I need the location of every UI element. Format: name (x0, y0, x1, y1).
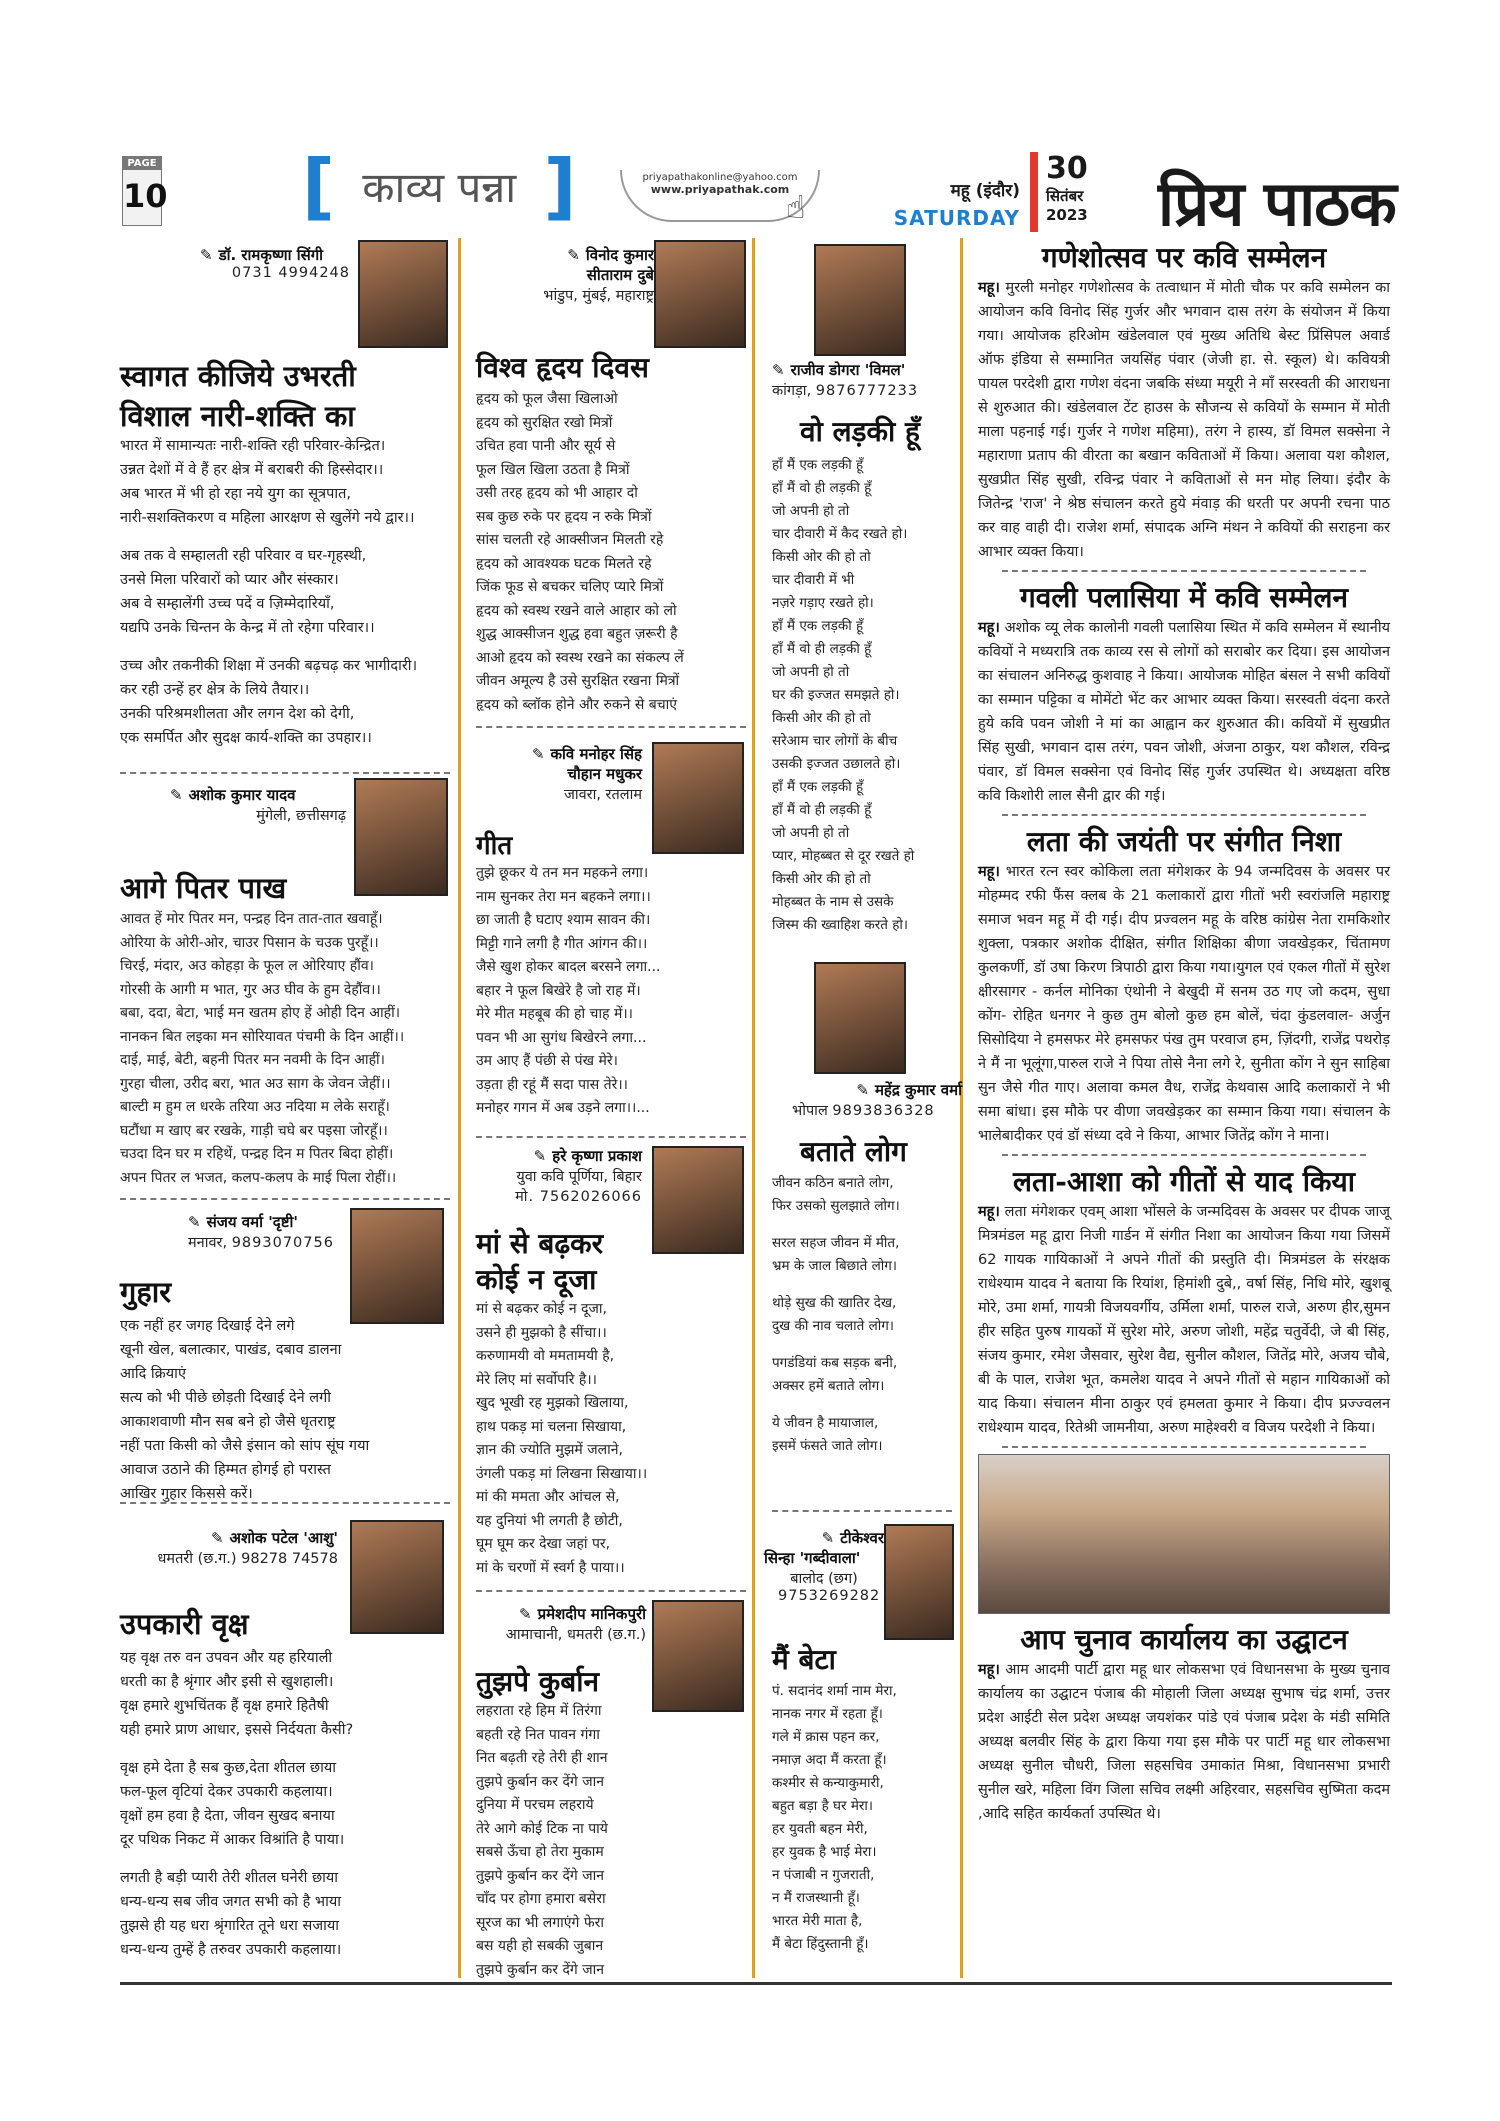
poem-line: तुझसे ही यह धरा श्रृंगारित तूने धरा सजाया (120, 1918, 339, 1934)
pen-icon: ✎ (856, 1081, 869, 1099)
author-credit: ✎ अशोक कुमार यादव मुंगेली, छत्तीसगढ़ (170, 786, 346, 824)
poem-line (772, 1338, 962, 1352)
poem-line: अब भारत में भी हो रहा नये युग का सूत्रपात, (120, 486, 352, 502)
date-year: 2023 (1046, 206, 1088, 224)
poem-line (120, 1742, 460, 1756)
poem-line: नित बढ़ती रहे तेरी ही शान (476, 1750, 608, 1766)
poem-line: अब वे सम्हालेंगी उच्च पदें व ज़िम्मेदारियाँ, (120, 596, 335, 612)
separator (120, 1198, 450, 1200)
poem-line: न पंजाबी न गुजराती, (772, 1867, 875, 1883)
poem-line: जिंक फूड से बचकर चलिए प्यारे मित्रों (476, 579, 664, 595)
poem-line: हर युवती बहन मेरी, (772, 1821, 868, 1837)
poem-line: नज़रे गड़ाए रखते हो। (772, 595, 874, 611)
poem-title: गुहार (120, 1275, 172, 1309)
poem-line: मां के चरणों में स्वर्ग है पाया।। (476, 1559, 625, 1576)
poem-line: खुद भूखी रह मुझको खिलाया, (476, 1395, 629, 1411)
poem-line: तेरे आगे कोई टिक ना पाये (476, 1820, 608, 1837)
author-photo (354, 778, 448, 896)
news-headline: लता-आशा को गीतों से याद किया (1013, 1165, 1355, 1198)
author-credit: ✎ राजीव डोगरा 'विमल' कांगड़ा, 9876777233 (772, 361, 919, 399)
poem-line: न मैं राजस्थानी हूँ। (772, 1890, 860, 1906)
poem-line: तुझपे कुर्बान कर देंगे जान (476, 1773, 605, 1790)
poem-line: उच्च और तकनीकी शिक्षा में उनकी बढ़चढ़ कर भागीदारी। (120, 658, 418, 674)
poem-line: उसी तरह हृदय को भी आहार दो (476, 485, 638, 501)
poem-line: धरती का है श्रृंगार और इसी से खुशहाली। (120, 1674, 334, 1690)
poem-line: बस यही हो सबकी जुबान (476, 1938, 604, 1954)
poem-line: सरल सहज जीवन में मीत, (772, 1235, 900, 1251)
poem-line: नाम सुनकर तेरा मन बहकने लगा।। (476, 888, 651, 905)
poem-line: उनकी परिश्रमशीलता और लगन देश को देगी, (120, 706, 355, 722)
news-column (978, 238, 1390, 1826)
poem-line: पवन भी आ सुगंध बिखेरने लगा... (476, 1029, 647, 1046)
poem-line: नहीं पता किसी को जैसे इंसान को सांप सूंघ गया (120, 1438, 370, 1454)
group-photo (978, 1454, 1390, 1614)
poem-line: यह वृक्ष तरु वन उपवन और यह हरियाली (120, 1650, 333, 1666)
poem-line: हाथ पकड़ मां चलना सिखाया, (476, 1418, 627, 1435)
separator (1002, 1446, 1366, 1448)
author-credit: ✎ महेंद्र कुमार वर्मा भोपाल 9893836328 (792, 1081, 962, 1119)
poem-line: दूर पथिक निकट में आकर विश्रांति है पाया। (120, 1832, 345, 1848)
poem-line: भारत में सामान्यतः नारी-शक्ति रही परिवार-केन्द्रित। (120, 438, 386, 454)
poem-line: फिर उसको सुलझाते लोग। (772, 1198, 900, 1214)
poem-line: सरेआम चार लोगों के बीच (772, 733, 898, 749)
poem-line: हृदय को फूल जैसा खिलाओ (476, 391, 618, 407)
poem-line: उन्नत देशों में वे हैं हर क्षेत्र में बराबरी की हिस्सेदार।। (120, 462, 384, 478)
poem-line: थोड़े सुख की खातिर देख, (772, 1295, 897, 1311)
place-name: महू (इंदौर) (950, 181, 1020, 201)
poem-line: घटौंधा म खाए बर रखके, गाड़ी चघे बर पइसा जोरहूँ।। (120, 1122, 388, 1139)
poem-body (772, 454, 962, 937)
author-photo (654, 240, 746, 348)
poem-body (476, 388, 756, 717)
poem-line: तुझे छूकर ये तन मन महकने लगा। (476, 865, 649, 881)
poem-line: किसी ओर की हो तो (772, 549, 871, 565)
poem-line: यही हमारे प्राण आधार, इससे निर्दयता कैसी? (120, 1722, 354, 1738)
poem-line: बाल्टी म हुम ल धरके तरिया अउ नदिया म लेके सराहूँ। (120, 1099, 390, 1115)
author-photo (814, 244, 906, 356)
date-day: 30 (1046, 151, 1088, 186)
poem-line (120, 1852, 460, 1866)
poem-line: चिरई, मंदार, अउ कोहड़ा के फूल ल ओरियाए हौंव। (120, 958, 374, 974)
poem-line: उसकी इज्जत उछालते हो। (772, 756, 901, 772)
poem-line: आकाशवाणी मौन सब बने हो जैसे धृतराष्ट्र (120, 1414, 336, 1430)
pen-icon: ✎ (518, 1605, 532, 1623)
pen-icon: ✎ (531, 745, 545, 763)
poem-line: नानकन बित लइका मन सोरियावत पंचमी के दिन आहीं।। (120, 1028, 405, 1045)
poem-body (772, 1172, 962, 1458)
poem-line: दुनिया में परचम लहराये (476, 1797, 594, 1813)
poem-line: मैं बेटा हिंदुस्तानी हूँ। (772, 1936, 869, 1952)
pen-icon: ✎ (200, 246, 213, 264)
poem-line: भ्रम के जाल बिछाते लोग। (772, 1258, 897, 1274)
poem-line: यह दुनियां भी लगती है छोटी, (476, 1512, 623, 1529)
poem-title: स्वागत कीजिये उभरती विशाल नारी-शक्ति का (120, 359, 356, 433)
poem-line: सूरज का भी लगाएंगे फेरा (476, 1914, 604, 1931)
pen-icon: ✎ (533, 1147, 547, 1165)
poem-line: हृदय को ब्लॉक होने और रुकने से बचाएं (476, 696, 677, 713)
poem-line: ओरिया के ओरी-ओर, चाउर पिसान के चउक पुरहूँ।। (120, 934, 379, 951)
poem-line: तुझपे कुर्बान कर देंगे जान (476, 1961, 605, 1978)
poem-line (772, 1278, 962, 1292)
author-credit: ✎ डॉ. रामकृष्णा सिंगी 0731 4994248 (200, 246, 350, 281)
poem-line: शुद्ध आक्सीजन शुद्ध हवा बहुत ज़रूरी है (476, 626, 678, 642)
pen-icon: ✎ (772, 361, 785, 379)
separator (476, 1136, 746, 1138)
poem-line: जो अपनी हो तो (772, 503, 850, 519)
poem-title: मैं बेटा (772, 1643, 836, 1676)
poem-title: बताते लोग (800, 1135, 907, 1168)
poem-line: घूम घूम कर देखा जहां पर, (476, 1536, 611, 1552)
pen-icon: ✎ (210, 1529, 224, 1547)
poem-line: दाई, माई, बेटी, बहनी पितर मन नवमी के दिन आहीं। (120, 1052, 385, 1068)
separator (120, 1502, 450, 1504)
pen-icon: ✎ (567, 246, 580, 264)
poem-line: वृक्ष हमे देता है सब कुछ,देता शीतल छाया (120, 1760, 337, 1776)
poem-line: हर युवक है भाई मेरा। (772, 1844, 877, 1860)
poem-line: सांस चलती रहे आक्सीजन मिलती रहे (476, 532, 664, 548)
poem-line (772, 1398, 962, 1412)
poem-line: नमाज़ अदा मैं करता हूँ। (772, 1752, 887, 1768)
poem-line: आदि क्रियाएं (120, 1366, 186, 1382)
news-headline: आप चुनाव कार्यालय का उद्घाटन (1020, 1623, 1348, 1656)
news-body: महू। लता मंगेशकर एवम् आशा भोंसले के जन्मदिवस के अवसर पर दीपक जाजू मित्रमंडल महू द्वारा निजी गार्डन में संगीत निशा का आयोजन किया गया जिसमें 62 गायक गायिकाओं ने अपने गीतों की प्रस्तुति दी। मित्रमंडल के संरक्षक राधेश्याम यादव ने बताया कि रियांश, हिमांशी दुबे,, वर्षा सिंह, निधि मोरे, खुशबू मोरे, उमा शर्मा, गायत्री विजयवर्गीय, उर्मिला शर्मा, पारुल राजे, अरुण हीर,सुमन हीर सहित पुरुष गायकों में सुरेश मोरे, अरुण जोशी, महेंद्र चतुर्वेदी, जे बी सिंह, संजय कुमार, रमेश जैसवार, सुरेश वैद्य, सुनील कौशल, जितेंद्र मोरे, अजय चौबे, बी के पाल, राजेश भूत, कमलेश यादव ने अपने गीतों से महान गायिकाओं को याद किया। संचालन मीना ठाकुर एवं हमलता कुमार ने किया। दीप प्रज्ज्वलन राधेश्याम यादव, रितेश्री जामनीया, अरुण माहेश्वरी व विजय परदेशी ने किया। (978, 1204, 1390, 1436)
author-credit: ✎ अशोक पटेल 'आशु' धमतरी (छ.ग.) 98278 74578 (157, 1529, 338, 1567)
author-credit: ✎ प्रमेशदीप मानिकपुरी आमाचानी, धमतरी (छ.ग.) (505, 1605, 646, 1643)
poem-line: हाँ मैं एक लड़की हूँ (772, 457, 864, 473)
poem-body (772, 1680, 962, 1956)
poem-line: हाँ मैं वो ही लड़की हूँ (772, 802, 872, 818)
author-credit: ✎ कवि मनोहर सिंह चौहान मधुकर जावरा, रतलाम (531, 745, 642, 803)
poem-line: हाँ मैं एक लड़की हूँ (772, 779, 864, 795)
poem-line: मनोहर गगन में अब उड़ने लगा।।... (476, 1100, 650, 1116)
poem-line: इसमें फंसते जाते लोग। (772, 1438, 883, 1454)
poem-line: किसी ओर की हो तो (772, 710, 871, 726)
poem-title: गीत (476, 831, 513, 861)
author-credit: ✎ संजय वर्मा 'दृष्टी' मनावर, 9893070756 (188, 1213, 334, 1251)
poem-line: पं. सदानंद शर्मा नाम मेरा, (772, 1683, 897, 1699)
author-credit: ✎ टीकेश्वर सिन्हा 'गब्दीवाला' बालोद (छग) 9753269282 (764, 1529, 884, 1604)
separator (1002, 570, 1366, 572)
poem-line: मिट्टी गाने लगी है गीत आंगन की।। (476, 935, 648, 952)
author-credit: ✎ विनोद कुमार सीताराम दुबे भांडुप, मुंबई, महाराष्ट्र (543, 246, 654, 304)
poem-line: नारी-सशक्तिकरण व महिला आरक्षण से खुलेंगे नये द्वार।। (120, 510, 415, 526)
poem-body (476, 1298, 756, 1580)
poem-line: उनसे मिला परिवारों को प्यार और संस्कार। (120, 572, 339, 588)
poem-line: ये जीवन है मायाजाल, (772, 1415, 879, 1431)
poem-line: फूल खिल खिला उठता है मित्रों (476, 461, 630, 478)
poem-title: उपकारी वृक्ष (120, 1607, 249, 1641)
author-credit: ✎ हरे कृष्णा प्रकाश युवा कवि पूर्णिया, बिहार मो. 7562026066 (515, 1147, 642, 1205)
poem-line: दुख की नाव चलाते लोग। (772, 1318, 895, 1334)
poem-line: किसी ओर की हो तो (772, 871, 871, 887)
pen-icon: ✎ (821, 1529, 835, 1547)
poem-line: चाँद पर होगा हमारा बसेरा (476, 1891, 606, 1907)
news-body: महू। मुरली मनोहर गणेशोत्सव के तत्वाधान में मोती चौक पर कवि सम्मेलन का आयोजन कवि विनोद सिंह गुर्जर और भगवान दास तरंग के संयोजन में किया गया। आयोजक हरिओम खंडेलवाल एवं मुख्य अतिथि बेस्ट प्रिंसिपल अवार्ड ऑफ इंडिया से सम्मानित जयसिंह पंवार (जेजी हा. से. स्कूल) थे। कवियत्री पायल परदेशी द्वारा गणेश वंदना जबकि संध्या मयूरी ने माँ सरस्वती की आराधना से शुरुआत की। खंडेलवाल टेंट हाउस के सौजन्य से कवियों के सम्मान में मोती माला पहनाई गई। गुर्जर ने गणेश महिमा), तरंग ने हास्य, डॉ विमल सक्सेना ने महाराणा प्रताप की वीरता का बखान कविताओं में किया। अलावा यश कौशल, सुखप्रीत सिंह सुखी, रविन्द्र पंवार ने कविताओं से मन मोह लिया। इंदौर के जितेन्द्र 'राज' ने श्रेष्ठ संचालन करते हुये मंवाड़ की धरती पर अपनी रचना पाठ कर वाह वाही दी। राजेश शर्मा, संपादक अग्नि मंथन ने कवियों की सराहना कर आभार व्यक्त किया। (978, 280, 1390, 560)
poem-line: बबा, ददा, बेटा, भाई मन खतम होए हें ओही दिन आहीं। (120, 1005, 401, 1021)
poem-line: गोरसी के आगी म भात, गुर अउ घीव के हुम देहौंव।। (120, 981, 381, 998)
poem-line: हृदय को आवश्यक घटक मिलते रहे (476, 555, 652, 572)
section-title (302, 144, 577, 228)
poem-body (120, 908, 460, 1190)
news-headline: लता की जयंती पर संगीत निशा (1026, 825, 1342, 858)
page-number: 10 (123, 177, 168, 215)
poem-line: जीवन कठिन बनाते लोग, (772, 1175, 894, 1191)
poem-line: जो अपनी हो तो (772, 664, 850, 680)
pen-icon: ✎ (170, 786, 183, 804)
poem-line: आओ हृदय को स्वस्थ रखने का संकल्प लें (476, 649, 684, 666)
poem-line: सबसे ऊँचा हो तेरा मुकाम (476, 1844, 604, 1860)
poem-line: आवत हें मोर पितर मन, पन्द्रह दिन तात-तात खवाहूँ। (120, 911, 383, 927)
poem-line: वृक्षों हम हवा है देता, जीवन सुखद बनाया (120, 1808, 335, 1824)
poem-line: उंगली पकड़ मां लिखना सिखाया।। (476, 1465, 648, 1482)
poem-line: तुझपे कुर्बान कर देंगे जान (476, 1867, 605, 1884)
poem-line: गले में क्रास पहन कर, (772, 1729, 880, 1745)
poem-line: बहुत बड़ा है घर मेरा। (772, 1798, 874, 1814)
separator (476, 726, 746, 728)
poem-line: पगडंडियां कब सड़क बनी, (772, 1355, 898, 1371)
poem-line: चार दीवारी में भी (772, 572, 855, 588)
poem-body (476, 1700, 756, 1982)
page-number-box (122, 156, 168, 226)
poem-line: अब तक वे सम्हालती रही परिवार व घर-गृहस्थी, (120, 548, 367, 564)
poem-line: बहती रहे नित पावन गंगा (476, 1726, 600, 1743)
poem-line: यद्यपि उनके चिन्तन के केन्द्र में तो रहेगा परिवार।। (120, 620, 375, 636)
news-headline: गणेशोत्सव पर कवि सम्मेलन (1041, 241, 1327, 274)
section-title-text: काव्य पन्ना (362, 163, 517, 212)
poem-body (120, 1314, 460, 1506)
page-label: PAGE (123, 157, 161, 170)
email-text[interactable]: priyapathakonline@yahoo.com (642, 172, 798, 183)
author-photo (350, 1520, 444, 1634)
author-photo (814, 962, 906, 1074)
poem-line: भारत मेरी माता है, (772, 1913, 863, 1929)
poem-line: अपन पितर ल भजत, कलप-कलप के माई पिला रोहीं।। (120, 1169, 397, 1186)
poem-line: उम आए हैं पंछी से पंख मेरे। (476, 1053, 618, 1069)
pointing-hand-icon: ☝ (786, 188, 806, 226)
poem-line: हृदय को सुरक्षित रखो मित्रों (476, 414, 613, 431)
separator (1002, 814, 1366, 816)
poem-line: ज्ञान की ज्योति मुझमें जलाने, (476, 1442, 623, 1458)
poem-body (120, 1646, 460, 1962)
poem-line: लहराता रहे हिम में तिरंगा (476, 1703, 602, 1719)
author-photo (884, 1524, 954, 1640)
poem-line: हाँ मैं एक लड़की हूँ (772, 618, 864, 634)
poem-line: लगती है बड़ी प्यारी तेरी शीतल घनेरी छाया (120, 1870, 339, 1886)
poem-title: आगे पितर पाख (120, 871, 287, 905)
poem-line: जैसे खुश होकर बादल बरसने लगा... (476, 959, 661, 975)
poem-line: मेरे मीत महबूब की हो चाह में।। (476, 1006, 633, 1022)
poem-line: चार दीवारी में कैद रखते हो। (772, 526, 908, 542)
poem-line: आखिर गुहार किससे करें। (120, 1486, 253, 1502)
poem-line: करुणामयी वो ममतामयी है, (476, 1348, 615, 1364)
poem-line (120, 530, 460, 544)
poem-body (120, 434, 460, 750)
poem-line: वृक्ष हमारे शुभचिंतक हैं वृक्ष हमारे हितैषी (120, 1698, 329, 1714)
poem-line: उचित हवा पानी और सूर्य से (476, 438, 616, 454)
author-photo (350, 1208, 444, 1324)
poem-line: मोहब्बत के नाम से उसके (772, 894, 894, 910)
poem-line: गुरहा चीला, उरीद बरा, भात अउ साग के जेवन जेहीं।। (120, 1075, 391, 1092)
footer-rule (120, 1982, 1392, 1985)
author-photo (358, 240, 448, 348)
news-headline: गवली पलासिया में कवि सम्मेलन (1019, 581, 1348, 614)
poem-line: जिस्म की ख्वाहिश करते हो। (772, 917, 909, 933)
poem-line: एक समर्पित और सुदक्ष कार्य-शक्ति का उपहार।। (120, 730, 372, 746)
poem-line: प्यार, मोहब्बत से दूर रखते हो (772, 848, 915, 864)
poem-line: कश्मीर से कन्याकुमारी, (772, 1775, 884, 1791)
poem-line: हाँ मैं वो ही लड़की हूँ (772, 480, 872, 496)
author-photo (652, 742, 744, 854)
poem-line: मां से बढ़कर कोई न दूजा, (476, 1301, 607, 1317)
poem-line: हृदय को स्वस्थ रखने वाले आहार को लो (476, 602, 677, 619)
poem-line (120, 640, 460, 654)
poem-line: बहार ने फूल बिखेरे है जो राह में। (476, 982, 641, 999)
poem-line: उसने ही मुझको है सींचा।। (476, 1324, 607, 1341)
day-name: SATURDAY (893, 206, 1020, 230)
poem-line (772, 1218, 962, 1232)
poem-body (476, 862, 756, 1121)
date-divider (1030, 152, 1038, 232)
poem-line: आवाज उठाने की हिम्मत होगई हो परास्त (120, 1462, 331, 1478)
poem-line: अक्सर हमें बताते लोग। (772, 1378, 885, 1394)
separator (120, 772, 450, 774)
bracket-left-icon: [ (302, 144, 335, 228)
separator (772, 1510, 952, 1512)
date-month: सितंबर (1046, 187, 1084, 205)
poem-title: विश्व हृदय दिवस (476, 351, 649, 384)
news-body: महू। आम आदमी पार्टी द्वारा महू धार लोकसभा एवं विधानसभा के मुख्य चुनाव कार्यालय का उद्घाटन पंजाब की मोहाली जिला अध्यक्ष सुभाष चंद्र शर्मा, उत्तर प्रदेश आईटी सेल प्रदेश अध्यक्ष जयशंकर पांडे एवं पंजाब प्रदेश के मंडी समिति अध्यक्ष बलवीर सिंह के द्वारा किया गया इस मौके पर पार्टी महू धार लोकसभा अध्यक्ष सुनील चौधरी, जिला सहसचिव उमाकांत मिश्रा, विधानसभा प्रभारी सुनील खरे, महिला विंग जिला सचिव लक्ष्मी अहिरवार, सहसचिव सुष्मिता कदम ,आदि सहित कार्यकर्ता उपस्थित थे। (978, 1662, 1391, 1822)
poem-line: एक नहीं हर जगह दिखाई देने लगे (120, 1318, 295, 1334)
poem-line: खूनी खेल, बलात्कार, पाखंड, दबाव डालना (120, 1342, 342, 1358)
poem-line: धन्य-धन्य तुम्हें है तरुवर उपकारी कहलाया। (120, 1942, 342, 1958)
poem-line: उड़ता ही रहूं मैं सदा पास तेरे।। (476, 1076, 628, 1093)
poem-line: सत्य को भी पीछे छोड़ती दिखाई देने लगी (120, 1390, 332, 1406)
poem-line: सब कुछ रुके पर हृदय न रुके मित्रों (476, 508, 652, 525)
website-link[interactable]: www.priyapathak.com (650, 183, 790, 196)
pen-icon: ✎ (188, 1213, 201, 1231)
poem-line: धन्य-धन्य सब जीव जगत सभी को है भाया (120, 1894, 342, 1910)
date-block (1046, 152, 1116, 224)
masthead-logo: प्रिय पाठक (1158, 167, 1396, 240)
news-body: महू। अशोक व्यू लेक कालोनी गवली पलासिया स्थित में कवि सम्मेलन में स्थानीय कवियों ने मध्यरात्रि तक काव्य रस से लोगों को सराबोर कर दिया। इस आयोजन का संचालन अनिरुद्ध कुशवाह ने किया। आयोजक मोहित बंसल ने सभी कवियों का सम्मान पट्टिका व मोमेंटो भेंट कर आभार व्यक्त किया। सरस्वती वंदना करते हुये कवि पवन जोशी ने मां का आह्वान कर शुरुआत की। कवियों में सुखप्रीत सिंह सुखी, भगवान दास तरंग, पवन जोशी, अंजना ठाकुर, यश कौशल, रविन्द्र पंवार, डॉ विमल सक्सेना एवं विनोद सिंह गुर्जर उपस्थित थे। अध्यक्षता वरिष्ठ कवि किशोरी लाल सैनी द्वार की गई। (978, 620, 1390, 804)
poem-line: मां की ममता और आंचल से, (476, 1489, 620, 1505)
poem-line: मेरे लिए मां सर्वोपरि है।। (476, 1371, 597, 1388)
poem-line: हाँ मैं वो ही लड़की हूँ (772, 641, 872, 657)
poem-title: मां से बढ़कर कोई न दूजा (476, 1227, 604, 1296)
poem-line: जीवन अमूल्य है उसे सुरक्षित रखना मित्रों (476, 673, 680, 689)
poem-line: जो अपनी हो तो (772, 825, 850, 841)
poem-line: कर रही उन्हें हर क्षेत्र के लिये तैयार।। (120, 682, 310, 698)
news-body: महू। भारत रत्न स्वर कोकिला लता मंगेशकर के 94 जन्मदिवस के अवसर पर मोहम्मद रफी फैंस क्लब के 21 कलाकारों द्वारा गीतों भरी स्वरांजलि महाराष्ट्र समाज भवन महू में दी गई। दीप प्रज्वलन महू के वरिष्ठ कांग्रेस नेता रामकिशोर शुक्ला, पत्रकार अशोक दीक्षित, संगीत शिक्षिका बीणा जवखेड़कर, चिंतामण कुलकर्णी, डॉ उषा किरण त्रिपाठी द्वारा किया गया।युगल एवं एकल गीतों में सुरेश क्षीरसागर - कर्नल मोनिका एंथोनी ने बेखुदी में सनम उठ गए जो कदम, सुधा कोंग- रोहित धनगर ने कुछ तुम बोलो कुछ हम बोलें, चंदा कुंडलवाल- अर्जुन सिसोदिया ने हमसफर मेरे हमसफर पंख तुम परवाज हम, ज़िंदगी, राजेंद्र पथरोड़ ने मैं ना भूलूंगा,पारुल राजे ने पिया तोसे नैना लगे रे, सुनीता कोंग ने सुन साहिबा सुन जैसे गीत गाए। अलावा कमल वैध, राजेंद्र केथवास आदि कलाकारों ने भी समा बांधा। इस मौके पर वीणा जवखेड़कर का सम्मान किया गया। संचालन के भालेबादीकर एवं डॉ संध्या दवे ने किया, आभार जितेंद्र कोंग ने माना। (978, 864, 1390, 1144)
separator (476, 1590, 746, 1592)
poem-line: नानक नगर में रहता हूँ। (772, 1706, 883, 1722)
poem-title: तुझपे कुर्बान (476, 1665, 600, 1698)
poem-line: छा जाती है घटाए श्याम सावन की। (476, 912, 651, 928)
poem-line: चउदा दिन घर म रहिथें, पन्द्रह दिन म पितर बिदा होहीं। (120, 1146, 394, 1162)
poem-title: वो लड़की हूँ (800, 415, 920, 448)
separator (1002, 1154, 1366, 1156)
poem-line: घर की इज्जत समझते हो। (772, 687, 900, 703)
poem-line: फल-फूल वृटियां देकर उपकारी कहलाया। (120, 1784, 333, 1800)
bracket-right-icon: ] (543, 144, 577, 228)
